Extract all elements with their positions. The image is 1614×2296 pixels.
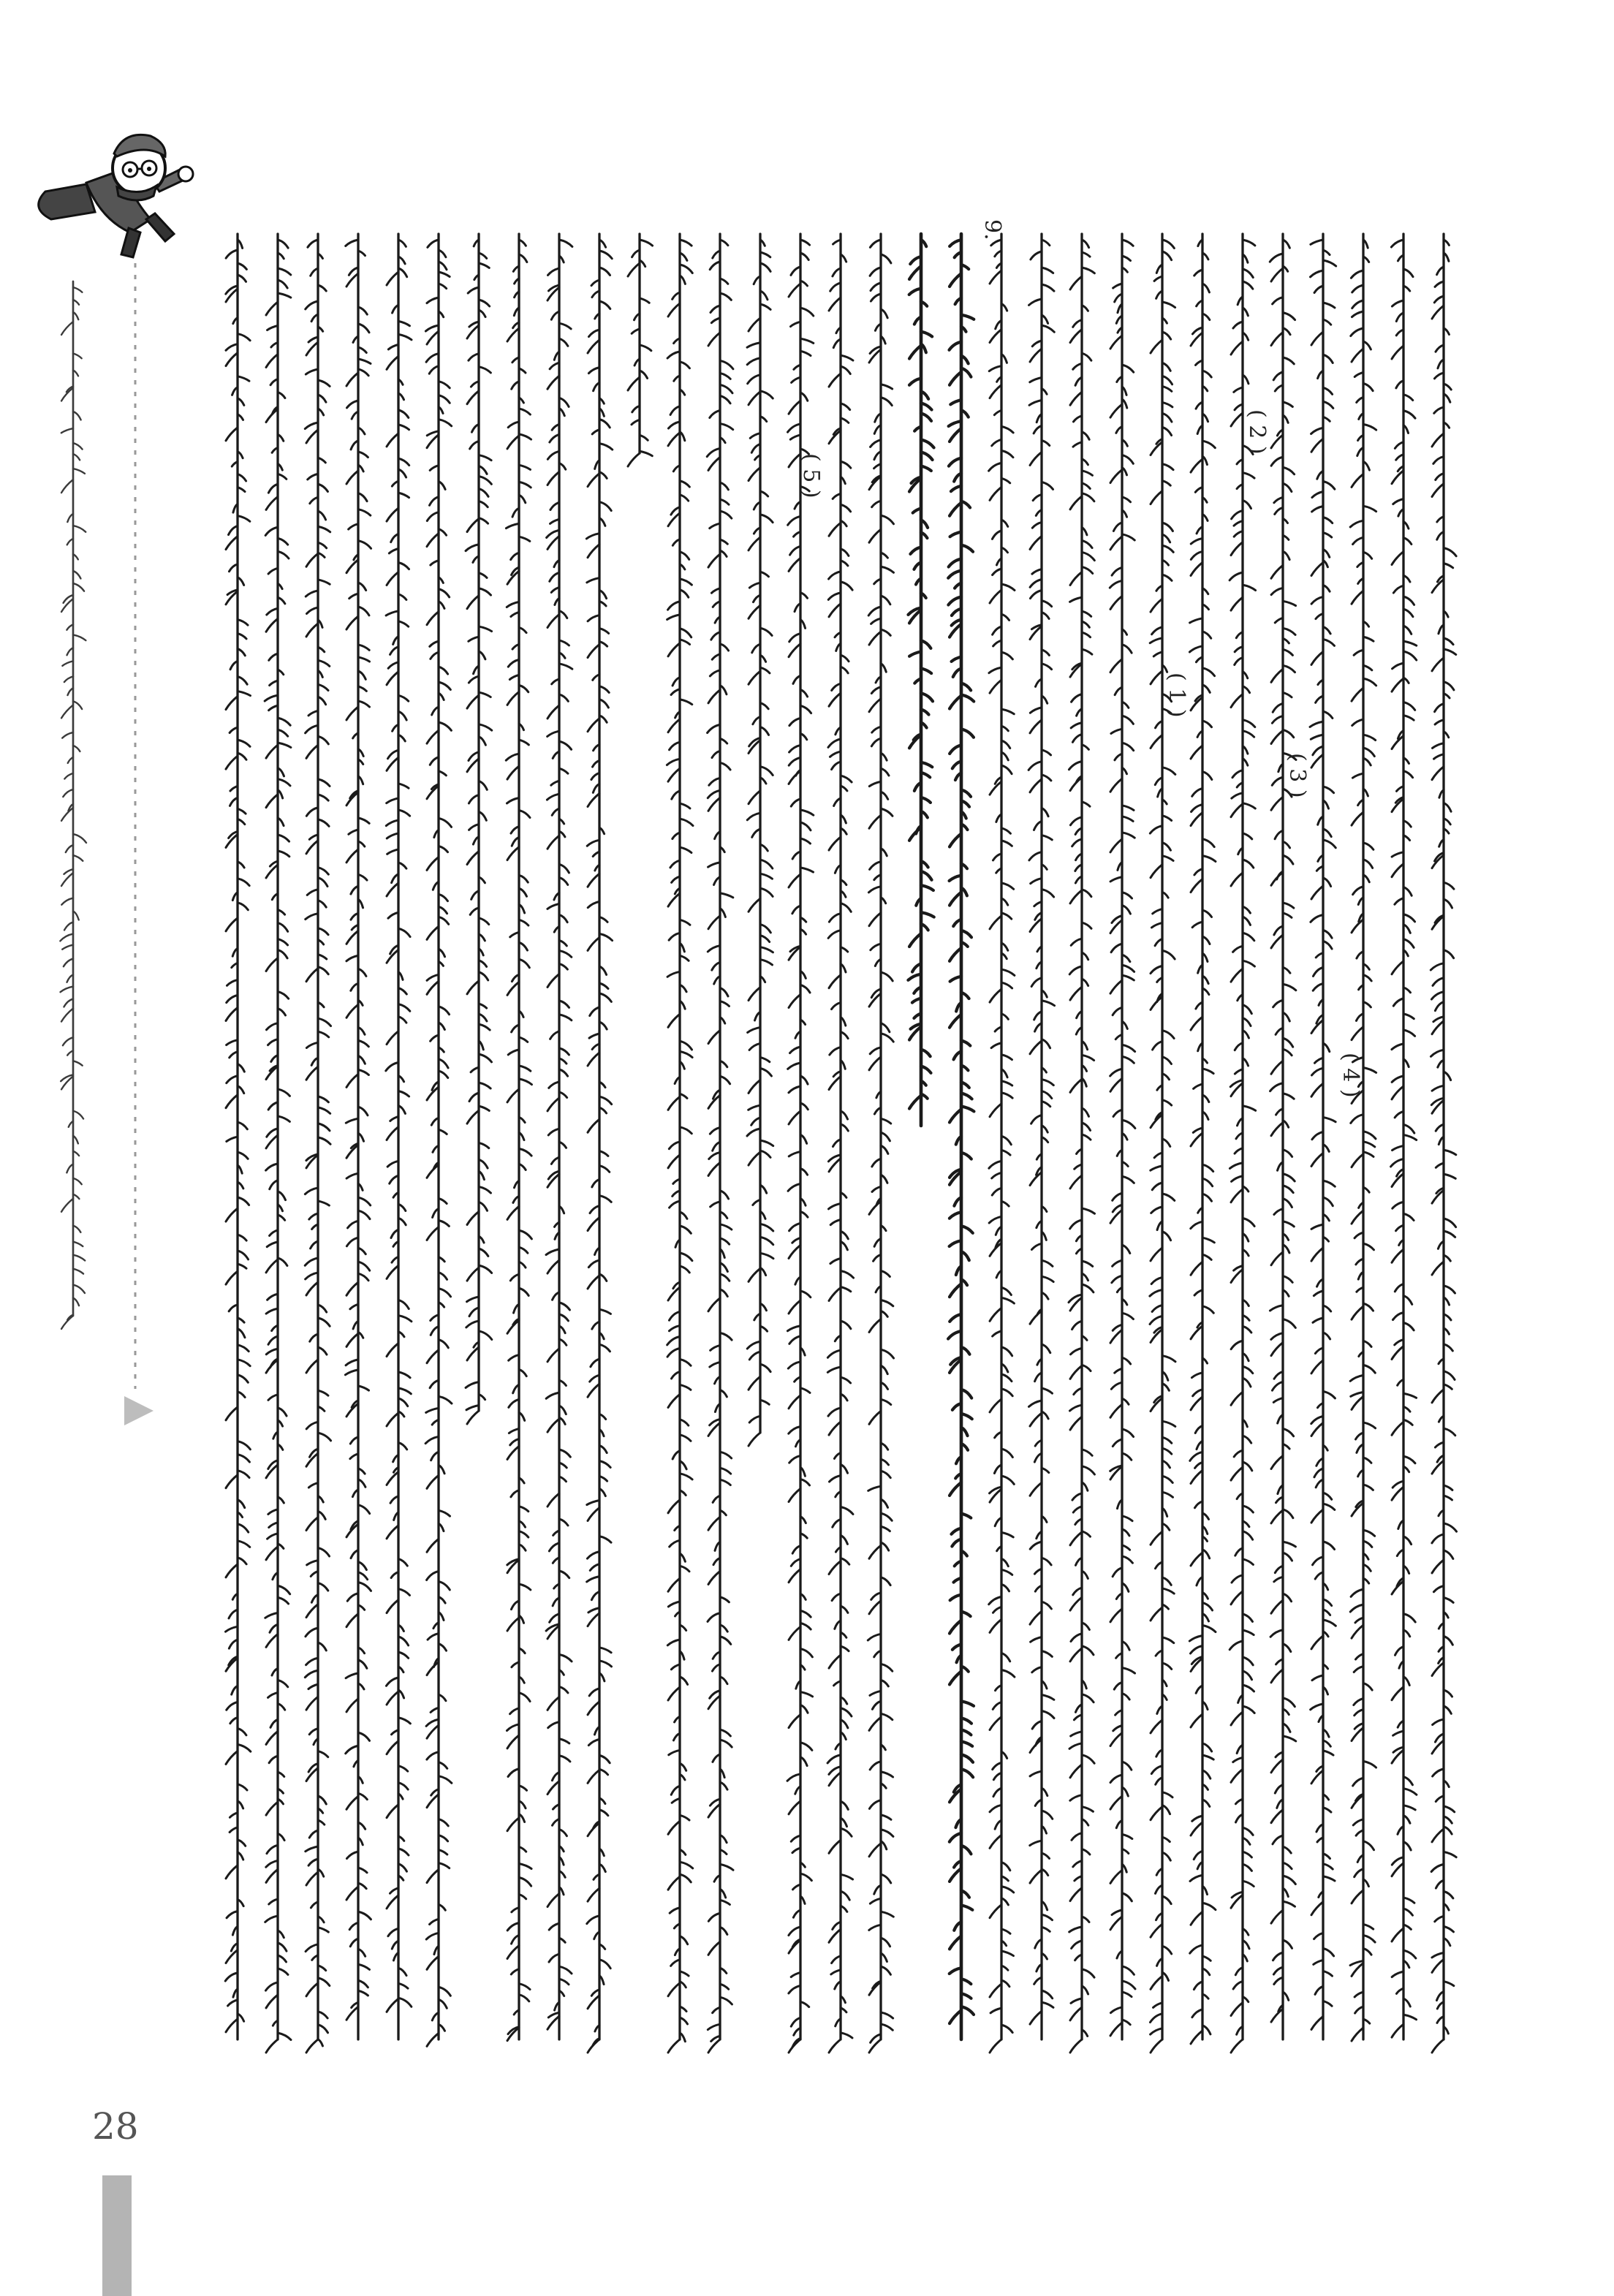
text-line (1270, 234, 1296, 2039)
text-line (425, 234, 452, 2046)
text-line (305, 234, 330, 2053)
text-line (225, 234, 251, 2039)
text-line (787, 234, 814, 2053)
question-number: 9. (980, 219, 1005, 240)
text-line (546, 234, 572, 2039)
text-line (1230, 234, 1255, 2053)
marker-item-5: ( 5 ) (798, 453, 824, 499)
text-line (948, 234, 974, 2039)
text-line (1310, 234, 1336, 2039)
marker-item-4: ( 4 ) (1338, 1053, 1363, 1098)
text-line (506, 234, 531, 2041)
text-line (386, 234, 412, 2039)
text-line (1028, 234, 1054, 2039)
text-line (827, 234, 853, 2053)
marker-item-3: ( 3 ) (1284, 753, 1310, 798)
marker-item-2: ( 2 ) (1244, 409, 1270, 455)
text-line (586, 234, 612, 2053)
page-number: 28 (92, 2105, 139, 2148)
text-line (265, 234, 291, 2053)
text-line (667, 234, 693, 2053)
marker-item-1: ( 1 ) (1164, 672, 1189, 718)
text-line (868, 234, 893, 2053)
text-line (908, 234, 933, 1126)
text-line (345, 234, 371, 2039)
text-line (989, 234, 1015, 2053)
text-line (1110, 234, 1135, 2039)
text-line (707, 234, 733, 2053)
text-line (1431, 234, 1456, 2053)
text-line (1150, 234, 1175, 2053)
text-line (1391, 234, 1417, 2039)
text-line (1069, 234, 1094, 2053)
page-edge-tab (102, 2175, 132, 2296)
text-line (1189, 234, 1216, 2044)
text-line (747, 234, 773, 1446)
text-line (466, 234, 492, 1424)
text-line (1350, 234, 1376, 2041)
text-line (628, 234, 653, 466)
